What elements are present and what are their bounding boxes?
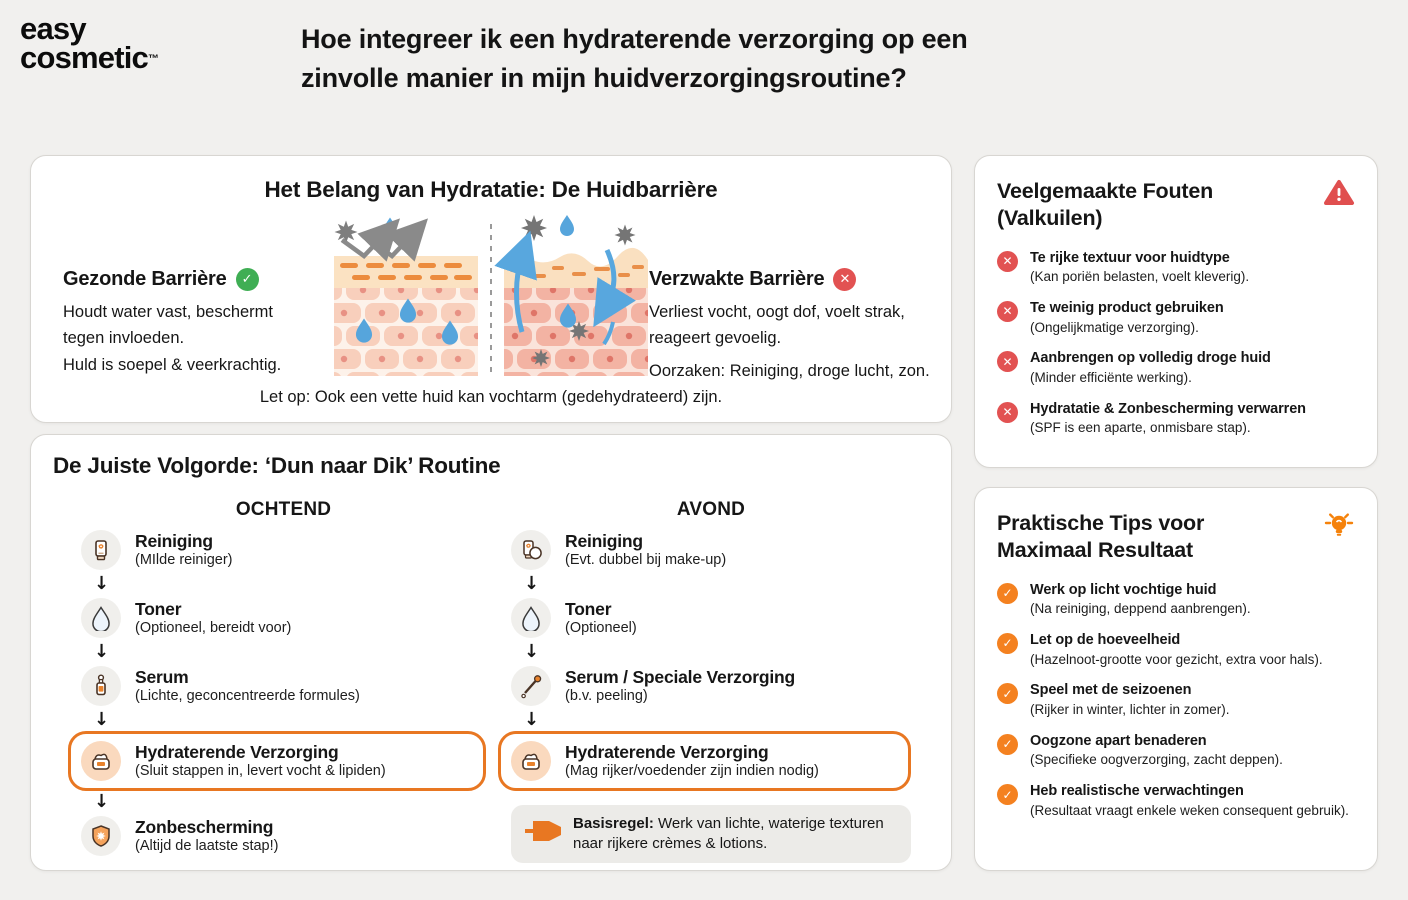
weakened-barrier-text: Verliest vocht, oogt dof, voelt strak, reageert gevoelig. <box>649 303 905 348</box>
check-circle-icon: ✓ <box>997 784 1018 805</box>
brand-logo-line1: easy <box>20 11 86 46</box>
step-title: Toner <box>135 598 182 619</box>
barrier-note: Let op: Ook een vette huid kan vochtarm (gedehydrateerd) zijn. <box>259 388 723 406</box>
weakened-barrier-block <box>649 268 941 381</box>
tips-list <box>997 581 1355 820</box>
check-circle-icon: ✓ <box>997 683 1018 704</box>
barrier-card-title: Het Belang van Hydratatie: De Huidbarrière <box>264 177 718 202</box>
rule-label: Basisregel: <box>573 815 654 832</box>
brand-logo <box>20 11 159 76</box>
mistakes-card-title: Veelgemaakte Fouten (Valkuilen) <box>997 179 1214 231</box>
mistake-item: ✕ Aanbrengen op volledig droge huid (Minder efficiënte werking). <box>997 349 1355 386</box>
page-title-line2: zinvolle manier in mijn huidverzorgingsroutine? <box>301 63 907 93</box>
tips-card <box>974 487 1378 871</box>
serum-bottle-icon <box>81 666 121 706</box>
check-circle-icon: ✓ <box>997 633 1018 654</box>
weakened-barrier-causes: Oorzaken: Reiniging, droge lucht, zon. <box>649 361 930 380</box>
cleanser-pad-icon <box>511 530 551 570</box>
routine-step-highlighted <box>498 731 911 791</box>
droplet-icon <box>81 598 121 638</box>
brand-logo-line2: cosmetic™ <box>20 40 159 76</box>
routine-column-morning <box>81 499 486 863</box>
check-circle-icon: ✓ <box>997 583 1018 604</box>
step-subtitle: (MIlde reiniger) <box>135 552 233 569</box>
step-subtitle: (Mag rijker/voedender zijn indien nodig) <box>565 763 819 780</box>
cross-circle-icon: ✕ <box>833 268 856 291</box>
healthy-barrier-text: Houdt water vast, beschermt tegen invloeden. Huld is soepel & veerkrachtig. <box>63 303 282 374</box>
healthy-skin-graphic <box>334 218 478 377</box>
cream-jar-icon <box>511 741 551 781</box>
tip-item: ✓ Oogzone apart benaderen (Specifieke oogverzorging, zacht deppen). <box>997 732 1355 769</box>
cross-circle-icon: ✕ <box>997 301 1018 322</box>
step-title: Serum <box>135 666 189 687</box>
down-arrow-icon: ↓ <box>524 573 540 594</box>
pipette-icon <box>511 666 551 706</box>
routine-step <box>81 813 486 859</box>
step-subtitle: (Evt. dubbel bij make-up) <box>565 552 727 569</box>
weakened-barrier-heading: Verzwakte Barrière ✕ <box>649 268 941 291</box>
weakened-skin-graphic <box>504 215 648 376</box>
routine-column-evening <box>511 499 911 863</box>
routine-card-title: De Juiste Volgorde: ‘Dun naar Dik’ Routine <box>53 453 501 478</box>
routine-step <box>81 663 486 709</box>
tips-card-title: Praktische Tips voor Maximaal Resultaat <box>997 511 1205 563</box>
rule-box <box>511 805 911 863</box>
step-title: Zonbescherming <box>135 816 274 837</box>
tip-item: ✓ Let op de hoeveelheid (Hazelnoot-grootte voor gezicht, extra voor hals). <box>997 631 1355 668</box>
morning-heading: OCHTEND <box>235 499 332 520</box>
mistake-item: ✕ Te weinig product gebruiken (Ongelijkmatige verzorging). <box>997 299 1355 336</box>
healthy-barrier-block <box>63 268 325 378</box>
sun-shield-icon <box>81 816 121 856</box>
cross-circle-icon: ✕ <box>997 251 1018 272</box>
trademark-symbol: ™ <box>148 53 159 66</box>
routine-step <box>81 527 486 573</box>
routine-step <box>511 663 911 709</box>
down-arrow-icon: ↓ <box>524 641 540 662</box>
skin-barrier-illustration <box>326 210 656 385</box>
tip-item: ✓ Heb realistische verwachtingen (Resultaat vraagt enkele weken consequent gebruik). <box>997 782 1355 819</box>
step-subtitle: (Lichte, geconcentreerde formules) <box>135 688 360 705</box>
step-subtitle: (Optioneel) <box>565 620 637 637</box>
cross-circle-icon: ✕ <box>997 351 1018 372</box>
step-title: Hydraterende Verzorging <box>565 741 769 762</box>
routine-card <box>30 434 952 871</box>
evening-heading: AVOND <box>676 499 746 520</box>
mistake-item: ✕ Te rijke textuur voor huidtype (Kan poriën belasten, voelt kleverig). <box>997 249 1355 286</box>
step-title: Reiniging <box>135 530 213 551</box>
page-title <box>301 20 968 98</box>
step-subtitle: (Optioneel, bereidt voor) <box>135 620 292 637</box>
down-arrow-icon: ↓ <box>94 641 110 662</box>
check-circle-icon: ✓ <box>997 734 1018 755</box>
step-subtitle: (Altijd de laatste stap!) <box>135 838 279 855</box>
right-arrow-icon <box>523 821 561 846</box>
down-arrow-icon: ↓ <box>94 791 110 812</box>
barrier-card <box>30 155 952 423</box>
rule-text: Basisregel: Werk van lichte, waterige texturen naar rijkere crèmes & lotions. <box>573 815 884 852</box>
routine-step <box>511 527 911 573</box>
routine-step <box>511 595 911 641</box>
routine-step <box>81 595 486 641</box>
mistakes-list <box>997 249 1355 438</box>
healthy-barrier-heading: Gezonde Barrière ✓ <box>63 268 325 291</box>
cream-jar-icon <box>81 741 121 781</box>
routine-step-highlighted <box>68 731 486 791</box>
mistake-item: ✕ Hydratatie & Zonbescherming verwarren (SPF is een aparte, onmisbare stap). <box>997 400 1355 437</box>
cross-circle-icon: ✕ <box>997 402 1018 423</box>
step-title: Reiniging <box>565 530 643 551</box>
step-title: Serum / Speciale Verzorging <box>565 666 795 687</box>
cleanser-tube-icon <box>81 530 121 570</box>
page-title-line1: Hoe integreer ik een hydraterende verzorging op een <box>301 24 968 54</box>
step-title: Hydraterende Verzorging <box>135 741 339 762</box>
step-subtitle: (Sluit stappen in, levert vocht & lipiden) <box>135 763 386 780</box>
lightbulb-icon <box>1323 510 1355 547</box>
warning-triangle-icon <box>1323 178 1355 213</box>
step-subtitle: (b.v. peeling) <box>565 688 648 705</box>
tip-item: ✓ Speel met de seizoenen (Rijker in winter, lichter in zomer). <box>997 681 1355 718</box>
droplet-icon <box>511 598 551 638</box>
down-arrow-icon: ↓ <box>524 709 540 730</box>
tip-item: ✓ Werk op licht vochtige huid (Na reiniging, deppend aanbrengen). <box>997 581 1355 618</box>
down-arrow-icon: ↓ <box>94 573 110 594</box>
step-title: Toner <box>565 598 612 619</box>
check-circle-icon: ✓ <box>236 268 259 291</box>
mistakes-card <box>974 155 1378 468</box>
down-arrow-icon: ↓ <box>94 709 110 730</box>
